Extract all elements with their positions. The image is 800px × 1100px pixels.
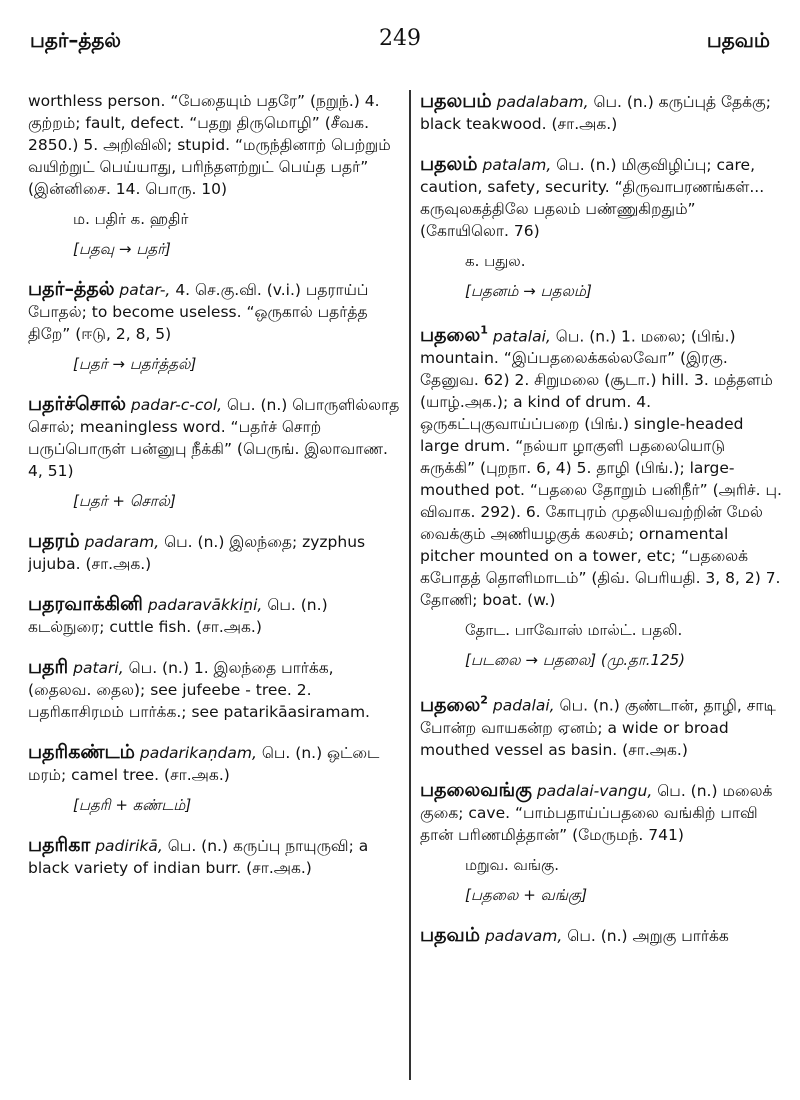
headword: பதலை$^1$ — [420, 324, 488, 347]
headword: பதர்ச்சொல் — [28, 393, 126, 415]
homonym-number: 2 — [480, 693, 488, 707]
entry-body: பெ. (n.) அறுகு பார்க்க — [567, 926, 729, 945]
headword: பதரிகா — [28, 834, 91, 856]
page-header — [0, 0, 800, 60]
etymology: [படலை → பதலை] (மு.தா.125) — [465, 651, 686, 670]
entry — [420, 90, 782, 135]
cognates: க. பதுல. — [465, 252, 526, 270]
entry-body: பெ. (n.) மலைக் குகை; cave. “பாம்பதாய்ப்பதலை வங்கிற் பாவி தான் பரிணமித்தான்” (மேருமந். 741) — [420, 781, 773, 844]
romanization: patari, — [73, 659, 124, 677]
header-left-guideword: பதர்–த்தல் — [30, 28, 122, 52]
headword: பதரம் — [28, 530, 80, 552]
romanization: padar-c-col, — [130, 396, 223, 414]
romanization: padirikā, — [95, 837, 163, 855]
headword: பதரி — [28, 656, 69, 678]
entry — [420, 320, 782, 671]
entry-body: பெ. (n.) கடல்நுரை; cuttle fish. (சா.அக.) — [28, 596, 328, 636]
entry — [28, 278, 400, 375]
entry — [420, 924, 782, 947]
etymology: [பதலை + வங்கு] — [465, 885, 588, 904]
entry — [28, 593, 400, 638]
entry-body: பெ. (n.) இலந்தை; zyzphus jujuba. (சா.அக.) — [28, 533, 366, 573]
headword: பதவம் — [420, 923, 480, 946]
entry-body: worthless person. “பேதையும் பதரே” (நறுந்.) 4. குற்றம்; fault, defect. “பதறு திருமொழி” (சீவக. 2850.) 5. அறிவிலி; stupid. “மருந்தினாற் பெற்றும் வயிற்றுட் பெய்யாது, பரிந்தளற்றுட் பெய்த பதர்” (இன்னிசை. 14. பொரு. 10) — [28, 92, 391, 198]
entry — [28, 741, 400, 816]
entry-body: பெ. (n.) குண்டான், தாழி, சாடி போன்ற வாயகன்ற ஏனம்; a wide or broad mouthed vessel as basin. (சா.அக.) — [420, 696, 776, 759]
entry-body: பெ. (n.) பொருளில்லாத சொல்; meaningless word. “பதர்ச் சொற் பருப்பொருள் பன்னுபு நீக்கி” (பெருங். இலாவாண. 4, 51) — [28, 396, 400, 480]
romanization: padaravākkiṉi, — [147, 596, 263, 614]
cognates: தோட. பாவோஸ் மால்ட். பதலி. — [465, 621, 683, 640]
entry-continued — [28, 90, 400, 260]
column-divider — [409, 90, 411, 1080]
headword: பதர்–த்தல் — [28, 278, 115, 300]
etymology: [பதனம் → பதலம்] — [465, 282, 592, 300]
entry-body: பெ. (n.) 1. இலந்தை பார்க்க, (தைலவ. தைல); see jufeebe - tree. 2. பதரிகாசிரமம் பார்க்க.; see patarikāasiramam. — [28, 659, 370, 721]
entry — [28, 656, 400, 723]
entry — [420, 779, 782, 906]
romanization: padavam, — [484, 926, 563, 945]
header-right-guideword: பதவம் — [706, 28, 770, 52]
headword: பதலம் — [420, 153, 478, 175]
page-number: 249 — [379, 26, 421, 51]
synonym: மறுவ. வங்கு. — [465, 855, 560, 874]
entry-body: பெ. (n.) கருப்புத் தேக்கு; black teakwood. (சா.அக.) — [420, 93, 771, 133]
cognates: ம. பதிர் க. ஹதிர் — [73, 210, 189, 228]
headword: பதரிகண்டம் — [28, 741, 135, 763]
romanization: patalai, — [492, 327, 551, 346]
headword: பதலபம் — [420, 90, 492, 112]
romanization: padalai-vangu, — [536, 781, 653, 800]
entry-body: பெ. (n.) கருப்பு நாயுருவி; a black variety of indian burr. (சா.அக.) — [28, 837, 369, 877]
headword: பதலை$^2$ — [420, 693, 488, 716]
right-column — [420, 90, 782, 1080]
romanization: padalabam, — [496, 93, 589, 111]
entry — [420, 689, 782, 760]
etymology: [பதர் → பதர்த்தல்] — [73, 355, 197, 373]
headword: பதலைவங்கு — [420, 778, 532, 801]
romanization: padalai, — [492, 696, 555, 715]
entry — [420, 153, 782, 302]
entry-body: பெ. (n.) மிகுவிழிப்பு; care, caution, safety, security. “திருவாபரணங்கள்... கருவுலகத்திலே பதலம் பண்ணுகிறதும்” (கோயிலொ. 76) — [420, 156, 765, 240]
entry-body: பெ. (n.) 1. மலை; (பிங்.) mountain. “இப்பதலைக்கல்லவோ” (இரகு. தேனுவ. 62) 2. சிறுமலை (சூடா.) hill. 3. மத்தளம் (யாழ்.அக.); a kind of drum. 4. ஒருகட்புகுவாய்ப்பறை (பிங்.) single-headed large drum. “நல்யா ழாகுளி பதலையொடு சுருக்கி” (புறநா. 6, 4) 5. தாழி (பிங்.); large-mouthed pot. “பதலை தோறும் பனிநீர்” (அரிச். பு. விவாக. 292). 6. கோபுரம் முதலியவற்றின் மேல் வைக்கும் அணியழகுக் கலசம்; ornamental pitcher mounted on a tower, etc; “பதலைக் கபோதத் தொளிமாடம்” (திவ். பெரியதி. 3, 8, 2) 7. தோணி; boat. (w.) — [420, 327, 782, 610]
romanization: padaram, — [84, 533, 160, 551]
etymology: [பதர் + சொல்] — [73, 492, 176, 510]
entry-body: 4. செ.கு.வி. (v.i.) பதராய்ப் போதல்; to become useless. “ஒருகால் பதர்த்த திறே” (ஈடு, 2, 8, 5) — [28, 281, 369, 343]
homonym-number: 1 — [480, 324, 488, 337]
entry — [28, 530, 400, 575]
entry — [28, 834, 400, 879]
etymology: [பதரி + கண்டம்] — [73, 796, 192, 814]
romanization: padarikaṇdam, — [139, 744, 257, 762]
entry — [28, 393, 400, 512]
etymology: [பதவு → பதர்] — [73, 240, 171, 258]
romanization: patar-, — [119, 281, 171, 299]
left-column — [28, 90, 400, 1080]
headword: பதரவாக்கினி — [28, 593, 143, 615]
entry-body: பெ. (n.) ஒட்டை மரம்; camel tree. (சா.அக.) — [28, 744, 380, 784]
romanization: patalam, — [482, 156, 552, 174]
